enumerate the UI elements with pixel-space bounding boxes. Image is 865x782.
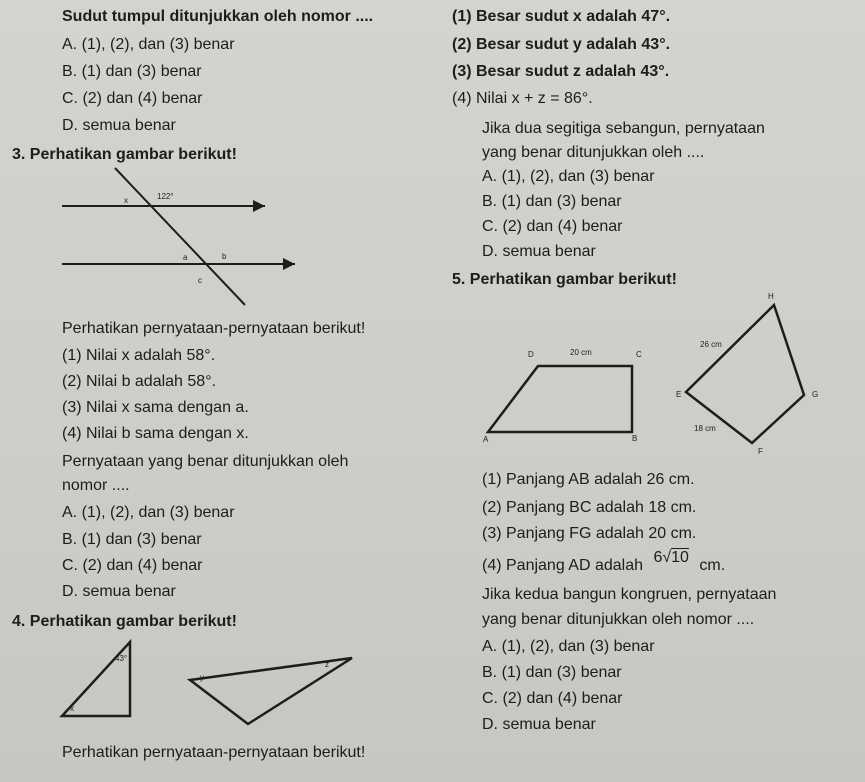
q4-statement-4: (4) Nilai x + z = 86°. [452, 90, 593, 107]
q3-intro: Perhatikan pernyataan-pernyataan berikut! [62, 320, 366, 337]
q2-option-d: D. semua benar [62, 117, 176, 134]
q4-label-y: y [200, 673, 204, 682]
q5-label-a: A [483, 435, 489, 444]
q3-label-a: a [183, 253, 188, 262]
q5-label-b: B [632, 434, 638, 443]
q2-question: Sudut tumpul ditunjukkan oleh nomor .... [62, 8, 374, 25]
q5-label-g: G [812, 390, 819, 399]
q4-option-a: A. (1), (2), dan (3) benar [482, 168, 655, 185]
q3-title: 3. Perhatikan gambar berikut! [12, 146, 237, 163]
q2-option-c: C. (2) dan (4) benar [62, 90, 203, 107]
q2-option-b: B. (1) dan (3) benar [62, 63, 202, 80]
q5-label-c: C [636, 350, 642, 359]
q3-option-d: D. semua benar [62, 583, 176, 600]
q3-prompt-line-1: Pernyataan yang benar ditunjukkan oleh [62, 453, 349, 470]
q4-label-x: x [70, 704, 74, 713]
q4-prompt-line-2: yang benar ditunjukkan oleh .... [482, 144, 705, 161]
q5-trapezoid-abcd [488, 366, 632, 432]
q4-statement-2: (2) Besar sudut y adalah 43°. [452, 36, 671, 53]
q5-statement-2: (2) Panjang BC adalah 18 cm. [482, 499, 697, 516]
q4-title: 4. Perhatikan gambar berikut! [12, 613, 237, 630]
q5-option-d: D. semua benar [482, 716, 596, 733]
q4-label-z: z [325, 660, 329, 669]
q5-statement-3: (3) Panjang FG adalah 20 cm. [482, 525, 697, 542]
q5-label-d: D [528, 350, 534, 359]
q2-option-a: A. (1), (2), dan (3) benar [62, 36, 235, 53]
q4-label-angle: 43° [115, 654, 128, 663]
q5-statement-4-prefix: (4) Panjang AD adalah [482, 557, 643, 574]
q5-option-a: A. (1), (2), dan (3) benar [482, 638, 655, 655]
q4-intro: Perhatikan pernyataan-pernyataan berikut! [62, 744, 366, 761]
q4-option-d: D. semua benar [482, 243, 596, 260]
q3-prompt-line-2: nomor .... [62, 477, 130, 494]
sqrt-icon: √ [662, 549, 672, 566]
q5-statement-4-radicand: 10 [671, 549, 689, 566]
q3-statement-1: (1) Nilai x adalah 58°. [62, 347, 216, 364]
q4-option-b: B. (1) dan (3) benar [482, 193, 622, 210]
q5-label-f: F [758, 447, 763, 456]
q3-label-angle: 122° [157, 192, 174, 201]
q5-trapezoid-efgh [686, 305, 804, 443]
q4-option-c: C. (2) dan (4) benar [482, 218, 623, 235]
q5-statement-4-coef: 6 [653, 549, 663, 566]
q3-option-a: A. (1), (2), dan (3) benar [62, 504, 235, 521]
q5-statement-4 [482, 549, 726, 576]
q5-label-dc: 20 cm [570, 348, 592, 357]
q5-option-b: B. (1) dan (3) benar [482, 664, 622, 681]
q4-prompt-line-1: Jika dua segitiga sebangun, pernyataan [482, 120, 765, 137]
q3-statement-2: (2) Nilai b adalah 58°. [62, 373, 217, 390]
q5-label-e: E [676, 390, 682, 399]
q5-prompt-line-2: yang benar ditunjukkan oleh nomor .... [482, 611, 755, 628]
q4-statement-1: (1) Besar sudut x adalah 47°. [452, 8, 671, 25]
q4-statement-3: (3) Besar sudut z adalah 43°. [452, 63, 670, 80]
q3-label-c: c [198, 276, 202, 285]
q3-option-c: C. (2) dan (4) benar [62, 557, 203, 574]
q3-statement-3: (3) Nilai x sama dengan a. [62, 399, 249, 416]
q5-label-ef: 18 cm [694, 424, 716, 433]
q5-prompt-line-1: Jika kedua bangun kongruen, pernyataan [482, 586, 777, 603]
q5-option-c: C. (2) dan (4) benar [482, 690, 623, 707]
q5-title: 5. Perhatikan gambar berikut! [452, 271, 677, 288]
q5-label-h: H [768, 292, 774, 301]
q5-statement-1: (1) Panjang AB adalah 26 cm. [482, 471, 695, 488]
q3-statement-4: (4) Nilai b sama dengan x. [62, 425, 249, 442]
q3-option-b: B. (1) dan (3) benar [62, 531, 202, 548]
q5-label-eh: 26 cm [700, 340, 722, 349]
q3-label-b: b [222, 252, 227, 261]
q3-label-x: x [124, 196, 128, 205]
q5-statement-4-unit: cm. [699, 557, 726, 574]
